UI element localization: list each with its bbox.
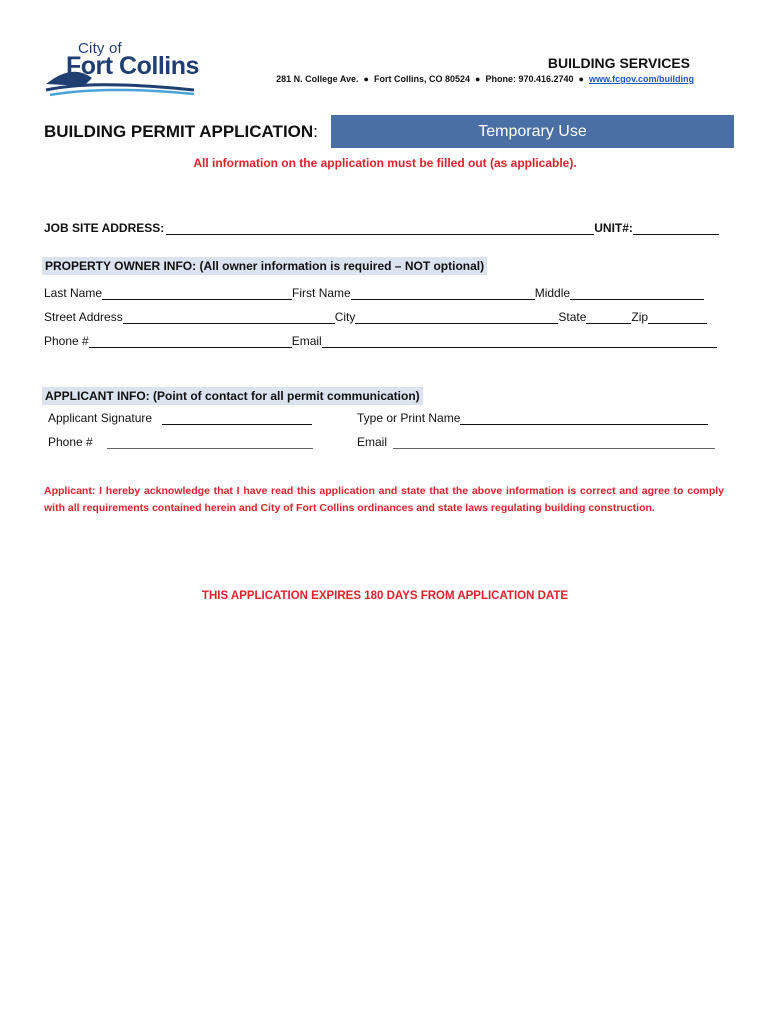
zip-label: Zip	[631, 310, 649, 324]
state-label: State	[558, 310, 587, 324]
first-name-field[interactable]	[351, 287, 535, 300]
owner-email-label: Email	[291, 334, 322, 348]
print-name-field[interactable]	[460, 412, 708, 425]
applicant-signature-row	[48, 411, 312, 425]
street-address-field[interactable]	[123, 311, 335, 324]
owner-address-row	[44, 310, 707, 324]
owner-contact-row	[44, 334, 717, 348]
owner-name-row	[44, 286, 704, 300]
applicant-email-row	[357, 435, 715, 449]
applicant-signature-label: Applicant Signature	[48, 411, 153, 425]
unit-field[interactable]	[633, 222, 719, 235]
permit-type-box	[331, 115, 734, 148]
owner-section-header: PROPERTY OWNER INFO: (All owner information is required – NOT optional)	[42, 257, 487, 275]
applicant-phone-field[interactable]	[107, 436, 313, 449]
bullet-icon: ●	[363, 74, 369, 84]
title-colon: :	[313, 122, 318, 141]
applicant-email-field[interactable]	[393, 436, 715, 449]
job-site-field[interactable]	[166, 222, 594, 235]
print-name-row	[357, 411, 708, 425]
applicant-section-header: APPLICANT INFO: (Point of contact for all permit communication)	[42, 387, 423, 405]
city-field[interactable]	[355, 311, 558, 324]
permit-type: Temporary Use	[478, 122, 587, 140]
required-note: All information on the application must be filled out (as applicable).	[193, 156, 577, 170]
phone-number: Phone: 970.416.2740	[485, 74, 574, 84]
applicant-phone-row	[48, 435, 313, 449]
page-title	[44, 122, 318, 142]
applicant-signature-field[interactable]	[162, 412, 312, 425]
website-link[interactable]: www.fcgov.com/building	[589, 74, 694, 84]
logo-name: Fort Collins	[66, 52, 199, 80]
last-name-field[interactable]	[102, 287, 292, 300]
unit-label: UNIT#:	[594, 221, 633, 235]
owner-phone-field[interactable]	[89, 335, 292, 348]
city-state: Fort Collins, CO 80524	[373, 74, 470, 84]
middle-field[interactable]	[570, 287, 704, 300]
print-name-label: Type or Print Name	[357, 411, 461, 425]
logo-city-of: City of	[78, 40, 122, 57]
job-site-label: JOB SITE ADDRESS:	[44, 221, 165, 235]
fort-collins-logo	[44, 40, 204, 100]
department-title: BUILDING SERVICES	[547, 55, 690, 71]
bullet-icon: ●	[475, 74, 481, 84]
street-address: 281 N. College Ave.	[276, 74, 359, 84]
bullet-icon: ●	[578, 74, 584, 84]
title-text: BUILDING PERMIT APPLICATION	[44, 122, 314, 141]
first-name-label: First Name	[292, 286, 351, 300]
city-label: City	[334, 310, 356, 324]
last-name-label: Last Name	[44, 286, 103, 300]
applicant-email-label: Email	[357, 435, 388, 449]
acknowledgement-text: Applicant: I hereby acknowledge that I have read this application and state that the above information is correct and agree to comply with all requirements contained herein and City of Fort Collins ordinances and state laws regulating building construction.	[44, 485, 724, 514]
contact-line	[276, 74, 694, 84]
zip-field[interactable]	[648, 311, 707, 324]
street-address-label: Street Address	[44, 310, 123, 324]
owner-email-field[interactable]	[322, 335, 717, 348]
job-site-row	[44, 221, 719, 235]
expiration-notice: THIS APPLICATION EXPIRES 180 DAYS FROM APPLICATION DATE	[201, 590, 569, 602]
owner-phone-label: Phone #	[44, 334, 89, 348]
state-field[interactable]	[586, 311, 631, 324]
applicant-phone-label: Phone #	[48, 435, 93, 449]
middle-label: Middle	[534, 286, 571, 300]
